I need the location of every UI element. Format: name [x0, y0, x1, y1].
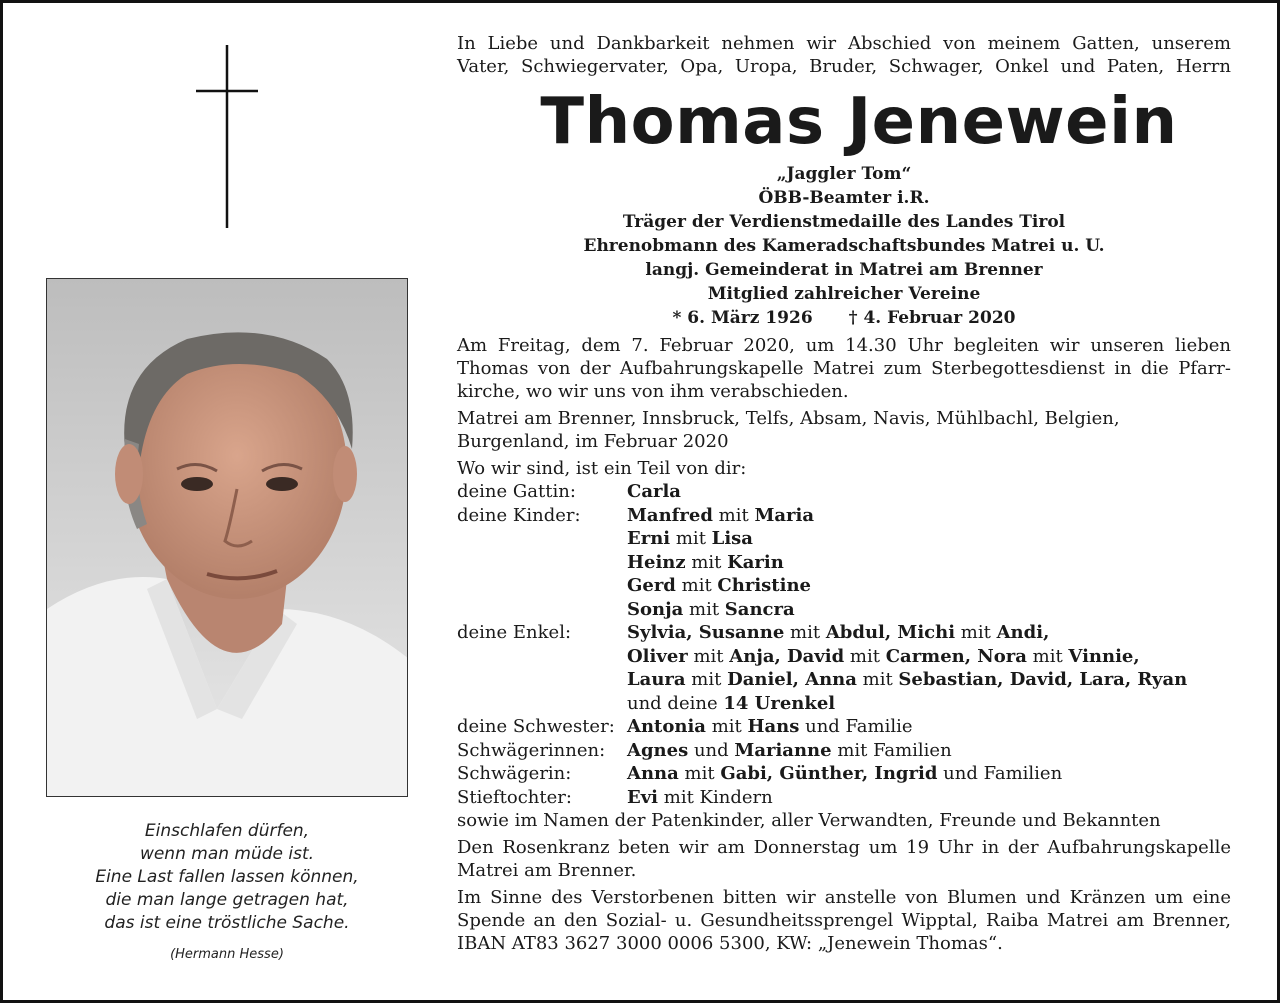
family-member-name: Sylvia, Susanne — [627, 622, 785, 643]
intro-line: Vater, Schwiegervater, Opa, Uropa, Bruder, Schwager, Onkel und Paten, Herrn — [457, 56, 1231, 77]
family-member-name: Gabi, Günther, Ingrid — [720, 763, 938, 784]
title-line: ÖBB-Beamter i.R. — [758, 188, 930, 208]
family-names — [627, 786, 1187, 810]
family-role — [457, 551, 627, 575]
family-member-name: Vinnie, — [1068, 645, 1140, 667]
donation-line: IBAN AT83 3627 3000 0006 5300, KW: „Jenewein Thomas“. — [457, 933, 1003, 954]
family-names — [627, 668, 1187, 692]
cross-icon — [196, 45, 258, 228]
family-member-name: Karin — [727, 551, 784, 573]
family-row — [457, 480, 1187, 504]
rosary-line: Matrei am Brenner. — [457, 860, 637, 881]
rosary-line: Den Rosenkranz beten wir am Donnerstag um 19 Uhr in der Aufbahrungskapelle — [457, 837, 1231, 858]
family-row — [457, 645, 1187, 669]
birth-date: * 6. März 1926 — [672, 308, 813, 328]
family-member-name: Antonia — [627, 716, 706, 737]
family-names — [627, 621, 1187, 645]
family-names — [627, 739, 1187, 763]
family-connector: mit — [784, 622, 826, 643]
family-connector: mit — [844, 645, 886, 667]
family-role: Schwägerin: — [457, 763, 572, 784]
title-line: Ehrenobmann des Kameradschaftsbundes Matrei u. U. — [583, 236, 1105, 256]
family-member-name: Oliver — [627, 645, 688, 667]
family-member-name: Christine — [717, 575, 811, 596]
poem-line: Eine Last fallen lassen können, — [95, 867, 359, 887]
family-member-name: Maria — [754, 504, 815, 526]
honours — [457, 162, 1231, 330]
poem-line: das ist eine tröstliche Sache. — [104, 913, 350, 933]
main-text — [457, 32, 1231, 955]
death-date: † 4. Februar 2020 — [848, 308, 1016, 328]
poem-line: Einschlafen dürfen, — [144, 821, 310, 841]
family-connector: mit — [705, 716, 748, 737]
family-connector: mit — [670, 528, 712, 549]
family-connector: und Familien — [937, 763, 1063, 784]
family-connector: mit — [712, 504, 755, 526]
family-names — [627, 598, 1187, 622]
poem — [46, 820, 408, 966]
poem-author: (Hermann Hesse) — [170, 947, 284, 962]
family-connector: mit — [856, 669, 899, 690]
rosary-paragraph — [457, 836, 1231, 882]
family-member-name: Gerd — [627, 575, 676, 596]
family-connector: mit — [678, 763, 721, 784]
title-line: langj. Gemeinderat in Matrei am Brenner — [645, 260, 1043, 280]
family-member-name: Agnes — [627, 739, 689, 761]
family-role — [457, 574, 627, 598]
family-connector: mit — [675, 575, 718, 596]
family-member-name: Laura — [627, 669, 686, 690]
family-row — [457, 527, 1187, 551]
family-connector: mit — [683, 598, 725, 620]
family-member-name: Andi, — [996, 622, 1050, 643]
funeral-line: Thomas von der Aufbahrungskapelle Matrei zum Sterbegottesdienst in die Pfarr- — [457, 358, 1231, 379]
family-member-name: Carmen, Nora — [885, 645, 1027, 667]
family-names — [627, 692, 1187, 716]
family-member-name: Heinz — [627, 551, 686, 573]
portrait-photo — [46, 278, 408, 797]
places-line: Matrei am Brenner, Innsbruck, Telfs, Absam, Navis, Mühlbachl, Belgien, — [457, 408, 1120, 429]
family-row — [457, 762, 1187, 786]
family-names — [627, 574, 1187, 598]
family-connector: und deine — [627, 692, 724, 714]
intro-line: In Liebe und Dankbarkeit nehmen wir Abschied von meinem Gatten, unserem — [457, 33, 1231, 54]
family-member-name: Anja, David — [729, 645, 845, 667]
family-role: Schwägerinnen: — [457, 739, 606, 761]
family-member-name: Sebastian, David, Lara, Ryan — [898, 669, 1188, 690]
family-role — [457, 598, 627, 622]
title-line: Mitglied zahlreicher Vereine — [707, 284, 981, 304]
nickname: „Jaggler Tom“ — [776, 164, 912, 184]
family-role: deine Enkel: — [457, 622, 572, 643]
family-member-name: 14 Urenkel — [723, 692, 836, 714]
poem-line: die man lange getragen hat, — [105, 890, 349, 910]
family-role — [457, 668, 627, 692]
family-connector: mit — [685, 669, 728, 690]
funeral-paragraph — [457, 334, 1231, 403]
family-connector: mit Familien — [831, 739, 952, 761]
poem-line: wenn man müde ist. — [139, 844, 315, 864]
family-role — [457, 645, 627, 669]
family-member-name: Sancra — [724, 598, 795, 620]
family-row — [457, 551, 1187, 575]
family-connector: mit — [955, 622, 997, 643]
family-connector: mit Kindern — [658, 786, 773, 808]
family-member-name: Erni — [627, 528, 671, 549]
places-line: Burgenland, im Februar 2020 — [457, 431, 729, 452]
also-line: sowie im Namen der Patenkinder, aller Verwandten, Freunde und Bekannten — [457, 810, 1161, 831]
family-names — [627, 551, 1187, 575]
family-connector: mit — [685, 551, 728, 573]
family-row — [457, 574, 1187, 598]
family-member-name: Daniel, Anna — [727, 669, 857, 690]
family-names — [627, 480, 1187, 504]
family-list — [457, 480, 1187, 809]
family-row — [457, 621, 1187, 645]
family-names — [627, 645, 1187, 669]
family-connector: mit — [1026, 645, 1069, 667]
family-names — [627, 715, 1187, 739]
family-row — [457, 504, 1187, 528]
family-row — [457, 692, 1187, 716]
life-dates — [457, 306, 1231, 330]
family-names — [627, 504, 1187, 528]
quote-line: Wo wir sind, ist ein Teil von dir: — [457, 458, 747, 479]
family-names — [627, 762, 1187, 786]
places-paragraph — [457, 407, 1231, 453]
family-row — [457, 786, 1187, 810]
family-member-name: Evi — [627, 786, 659, 808]
family-connector: und Familie — [799, 716, 913, 737]
family-connector: und — [688, 739, 735, 761]
family-member-name: Sonja — [627, 598, 684, 620]
family-member-name: Manfred — [627, 504, 713, 526]
family-row — [457, 739, 1187, 763]
funeral-line: Am Freitag, dem 7. Februar 2020, um 14.30 Uhr begleiten wir unseren lieben — [457, 335, 1231, 356]
donation-paragraph — [457, 886, 1231, 955]
family-member-name: Carla — [627, 481, 681, 502]
donation-line: Spende an den Sozial- u. Gesundheitssprengel Wipptal, Raiba Matrei am Brenner, — [457, 910, 1231, 931]
donation-line: Im Sinne des Verstorbenen bitten wir anstelle von Blumen und Kränzen um eine — [457, 887, 1231, 908]
family-role: deine Kinder: — [457, 504, 581, 526]
family-member-name: Lisa — [711, 528, 753, 549]
family-row — [457, 715, 1187, 739]
family-role: deine Gattin: — [457, 481, 576, 502]
family-row — [457, 668, 1187, 692]
family-role — [457, 692, 627, 716]
family-member-name: Anna — [627, 763, 679, 784]
title-line: Träger der Verdienstmedaille des Landes Tirol — [622, 212, 1066, 232]
family-member-name: Hans — [747, 716, 800, 737]
family-role: deine Schwester: — [457, 716, 615, 737]
funeral-line: kirche, wo wir uns von ihm verabschieden. — [457, 381, 849, 402]
deceased-name: Thomas Jenewein — [540, 85, 1178, 159]
family-connector: mit — [687, 645, 730, 667]
family-row — [457, 598, 1187, 622]
family-names — [627, 527, 1187, 551]
family-member-name: Marianne — [734, 739, 832, 761]
intro — [457, 32, 1231, 78]
family-member-name: Abdul, Michi — [825, 622, 956, 643]
family-role: Stieftochter: — [457, 786, 572, 808]
family-role — [457, 527, 627, 551]
